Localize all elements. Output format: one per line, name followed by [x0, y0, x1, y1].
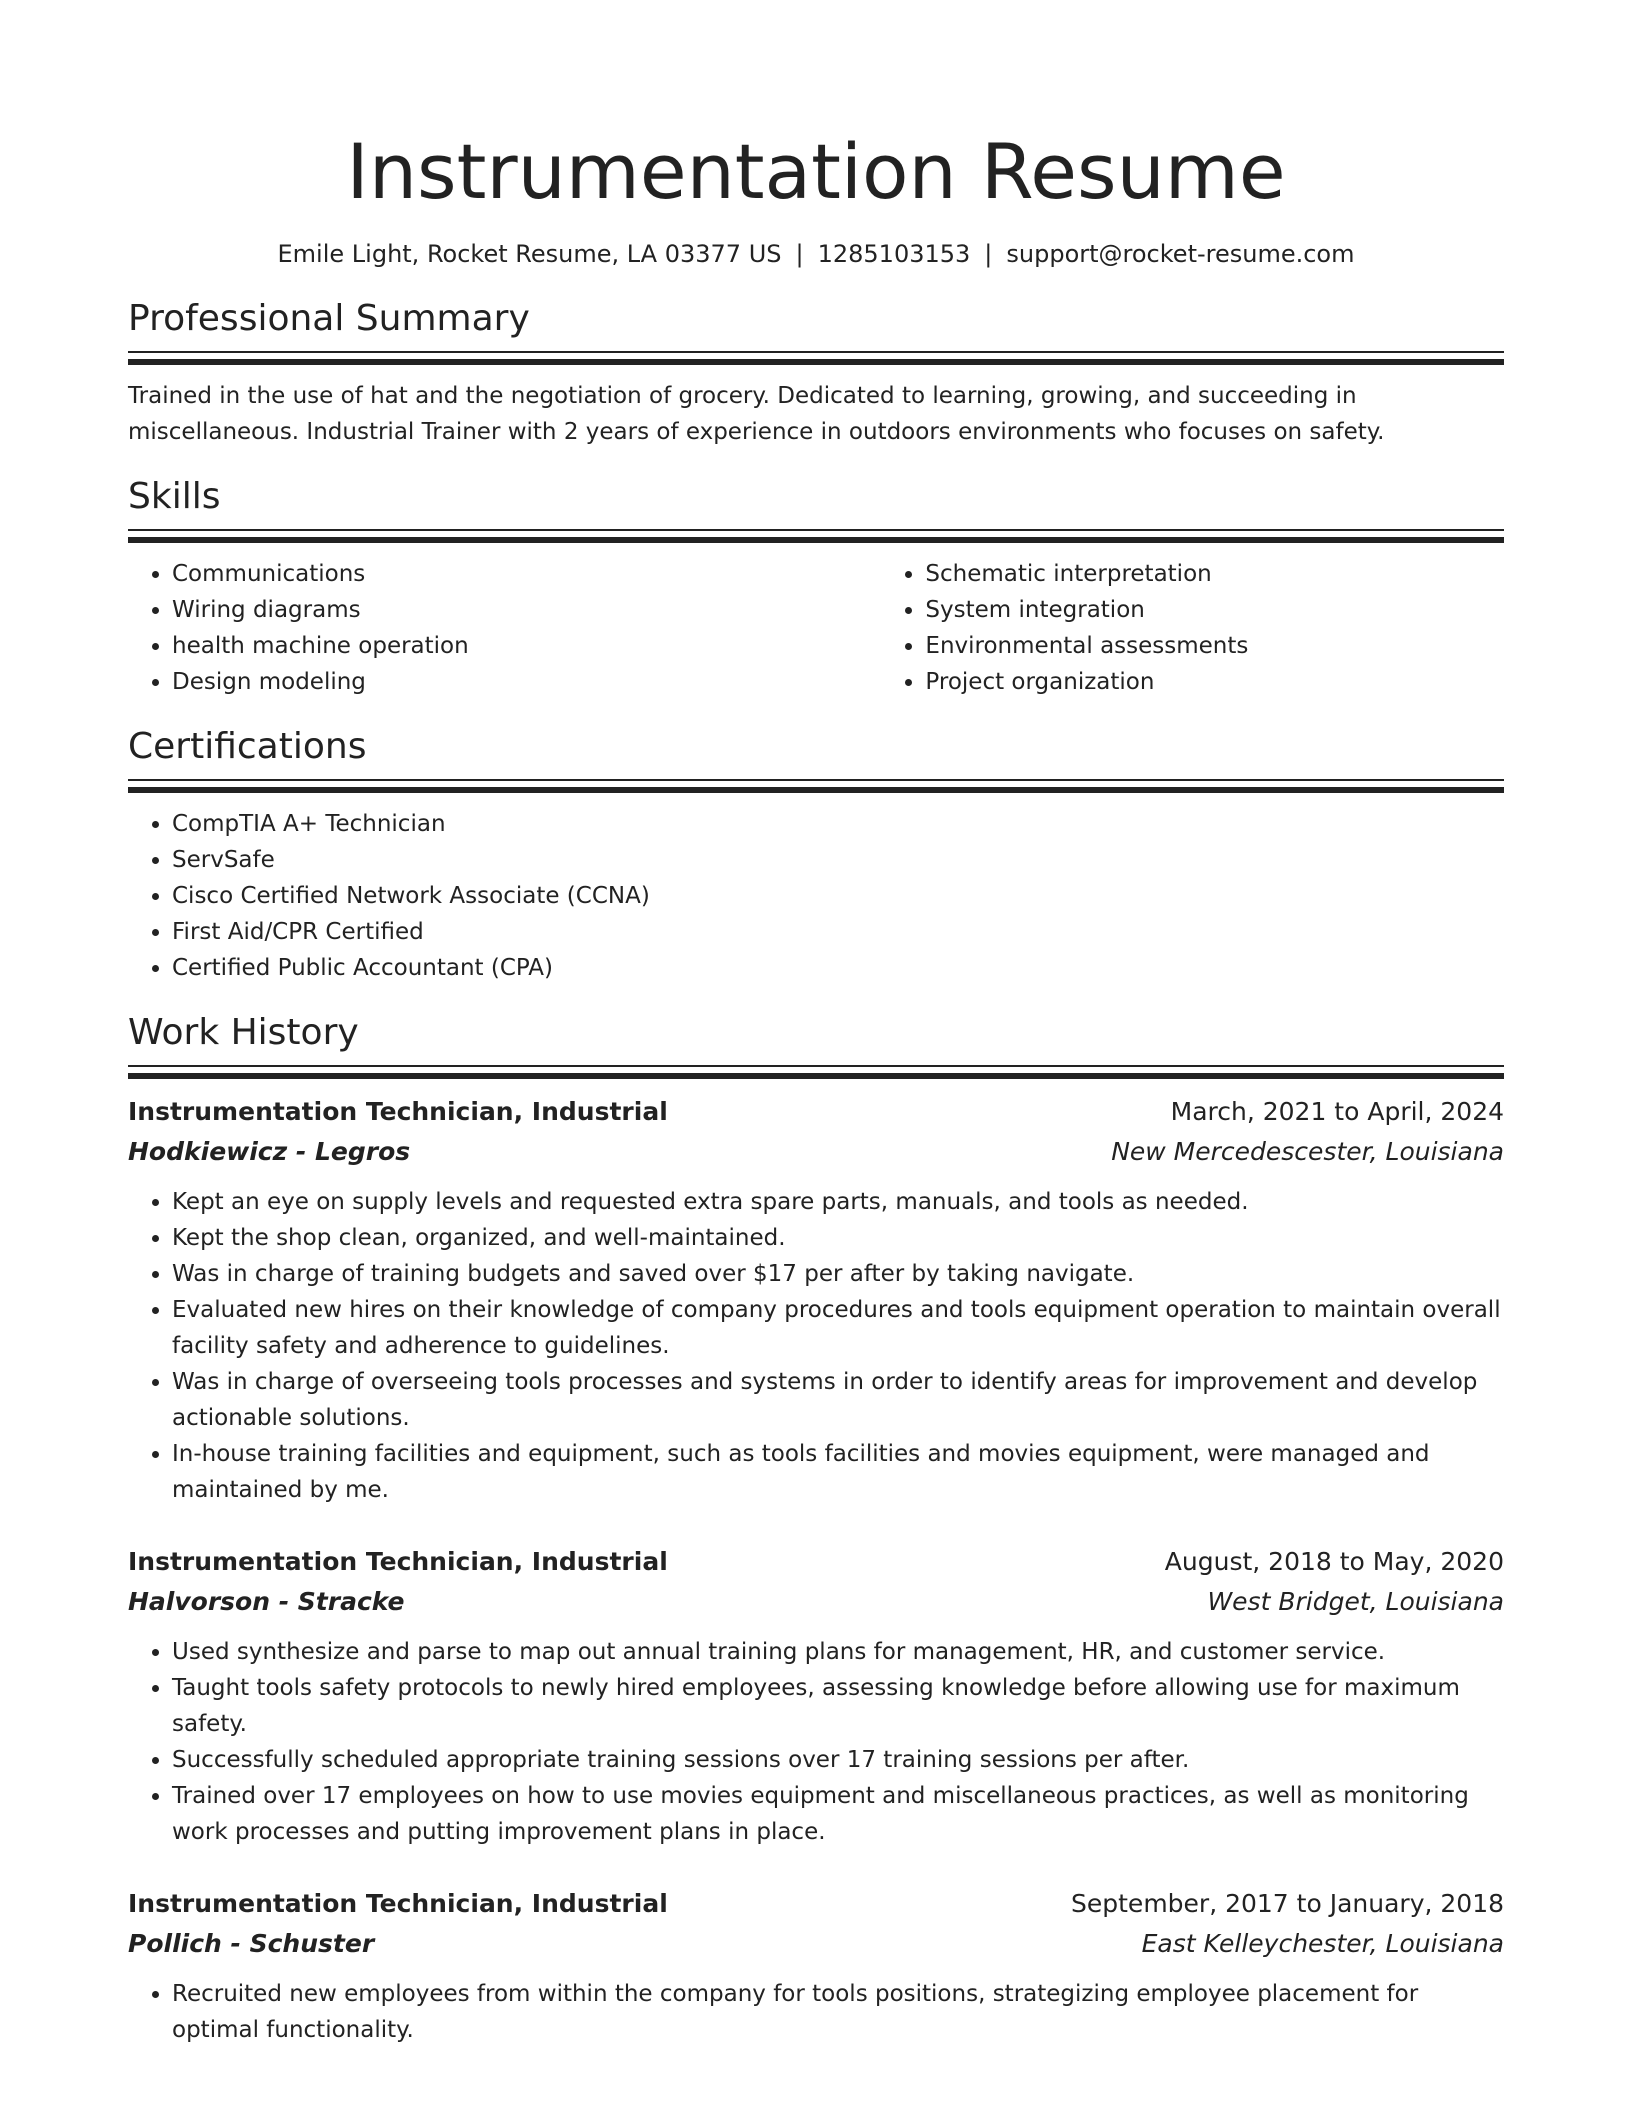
job-dates: September, 2017 to January, 2018 — [1071, 1889, 1504, 1918]
job-bullet: • Taught tools safety protocols to newly hired employees, assessing knowledge before allowing use for maximum safety. — [172, 1670, 1504, 1742]
job-entry — [128, 1542, 1504, 1850]
skill-item: • Communications — [172, 556, 781, 592]
job-location: New Mercedescester, Louisiana — [1111, 1137, 1504, 1166]
skills-column-2 — [881, 556, 1504, 700]
job-header — [128, 1542, 1504, 1582]
job-title: Instrumentation Technician, Industrial — [128, 1097, 668, 1126]
section-heading: Work History — [128, 1012, 359, 1053]
page-title: Instrumentation Resume — [346, 127, 1286, 216]
job-bullets — [128, 1184, 1504, 1508]
section-divider — [128, 779, 1504, 794]
certifications-list — [128, 806, 1504, 986]
contact-line — [128, 236, 1504, 272]
job-dates: August, 2018 to May, 2020 — [1164, 1547, 1504, 1576]
job-bullet: • Kept the shop clean, organized, and well-maintained. — [172, 1220, 1504, 1256]
job-bullet: • Recruited new employees from within the company for tools positions, strategizing employee placement for optimal functionality. — [172, 1976, 1504, 2048]
section-heading: Skills — [128, 476, 221, 517]
skill-item: • Design modeling — [172, 664, 781, 700]
job-entry — [128, 1884, 1504, 2048]
contact-separator: | — [795, 240, 804, 268]
section-heading: Certifications — [128, 726, 367, 767]
section-divider — [128, 529, 1504, 544]
job-bullet: • Used synthesize and parse to map out annual training plans for management, HR, and customer service. — [172, 1634, 1504, 1670]
job-company: Hodkiewicz - Legros — [128, 1137, 411, 1166]
contact-phone: 1285103153 — [817, 240, 971, 268]
skills-list — [128, 556, 1504, 700]
job-location: West Bridget, Louisiana — [1207, 1587, 1504, 1616]
certification-item: • Certified Public Accountant (CPA) — [172, 950, 1504, 986]
skill-item: • health machine operation — [172, 628, 781, 664]
certification-item: • First Aid/CPR Certified — [172, 914, 1504, 950]
job-header — [128, 1092, 1504, 1132]
job-subheader — [128, 1132, 1504, 1172]
job-company: Halvorson - Stracke — [128, 1587, 405, 1616]
section-work-history-header — [128, 1008, 1504, 1080]
job-bullet: • Trained over 17 employees on how to use movies equipment and miscellaneous practices, as well as monitoring work processes and putting improvement plans in place. — [172, 1778, 1504, 1850]
job-bullet: • Evaluated new hires on their knowledge of company procedures and tools equipment operation to maintain overall facility safety and adherence to guidelines. — [172, 1292, 1504, 1364]
skill-item: • Environmental assessments — [925, 628, 1504, 664]
job-bullet: • Kept an eye on supply levels and requested extra spare parts, manuals, and tools as needed. — [172, 1184, 1504, 1220]
certification-item: • CompTIA A+ Technician — [172, 806, 1504, 842]
certification-item: • Cisco Certified Network Associate (CCNA) — [172, 878, 1504, 914]
job-title: Instrumentation Technician, Industrial — [128, 1547, 668, 1576]
section-skills-header — [128, 472, 1504, 544]
job-bullets — [128, 1976, 1504, 2048]
contact-email[interactable]: support@rocket-resume.com — [1006, 240, 1355, 268]
job-dates: March, 2021 to April, 2024 — [1170, 1097, 1504, 1126]
job-bullet: • Successfully scheduled appropriate training sessions over 17 training sessions per after. — [172, 1742, 1504, 1778]
contact-separator: | — [984, 240, 993, 268]
summary-text: Trained in the use of hat and the negotiation of grocery. Dedicated to learning, growing, and succeeding in miscellaneous. Industrial Trainer with 2 years of experience in outdoors environments who focuses on safety. — [128, 383, 1385, 445]
job-header — [128, 1884, 1504, 1924]
certification-item: • ServSafe — [172, 842, 1504, 878]
contact-address: Emile Light, Rocket Resume, LA 03377 US — [277, 240, 782, 268]
skill-item: • Wiring diagrams — [172, 592, 781, 628]
job-subheader — [128, 1924, 1504, 1964]
job-subheader — [128, 1582, 1504, 1622]
job-bullets — [128, 1634, 1504, 1850]
section-certifications-header — [128, 722, 1504, 794]
skill-item: • System integration — [925, 592, 1504, 628]
skill-item: • Schematic interpretation — [925, 556, 1504, 592]
section-divider — [128, 1065, 1504, 1080]
job-entry — [128, 1092, 1504, 1508]
section-summary-header — [128, 294, 1504, 366]
job-location: East Kelleychester, Louisiana — [1141, 1929, 1504, 1958]
skill-item: • Project organization — [925, 664, 1504, 700]
section-heading: Professional Summary — [128, 298, 530, 339]
resume-page — [128, 0, 1504, 2048]
job-bullet: • In-house training facilities and equipment, such as tools facilities and movies equipment, were managed and maintained by me. — [172, 1436, 1504, 1508]
job-company: Pollich - Schuster — [128, 1929, 375, 1958]
job-title: Instrumentation Technician, Industrial — [128, 1889, 668, 1918]
skills-column-1 — [128, 556, 781, 700]
section-divider — [128, 351, 1504, 366]
job-bullet: • Was in charge of overseeing tools processes and systems in order to identify areas for improvement and develop actionable solutions. — [172, 1364, 1504, 1436]
job-bullet: • Was in charge of training budgets and saved over $17 per after by taking navigate. — [172, 1256, 1504, 1292]
